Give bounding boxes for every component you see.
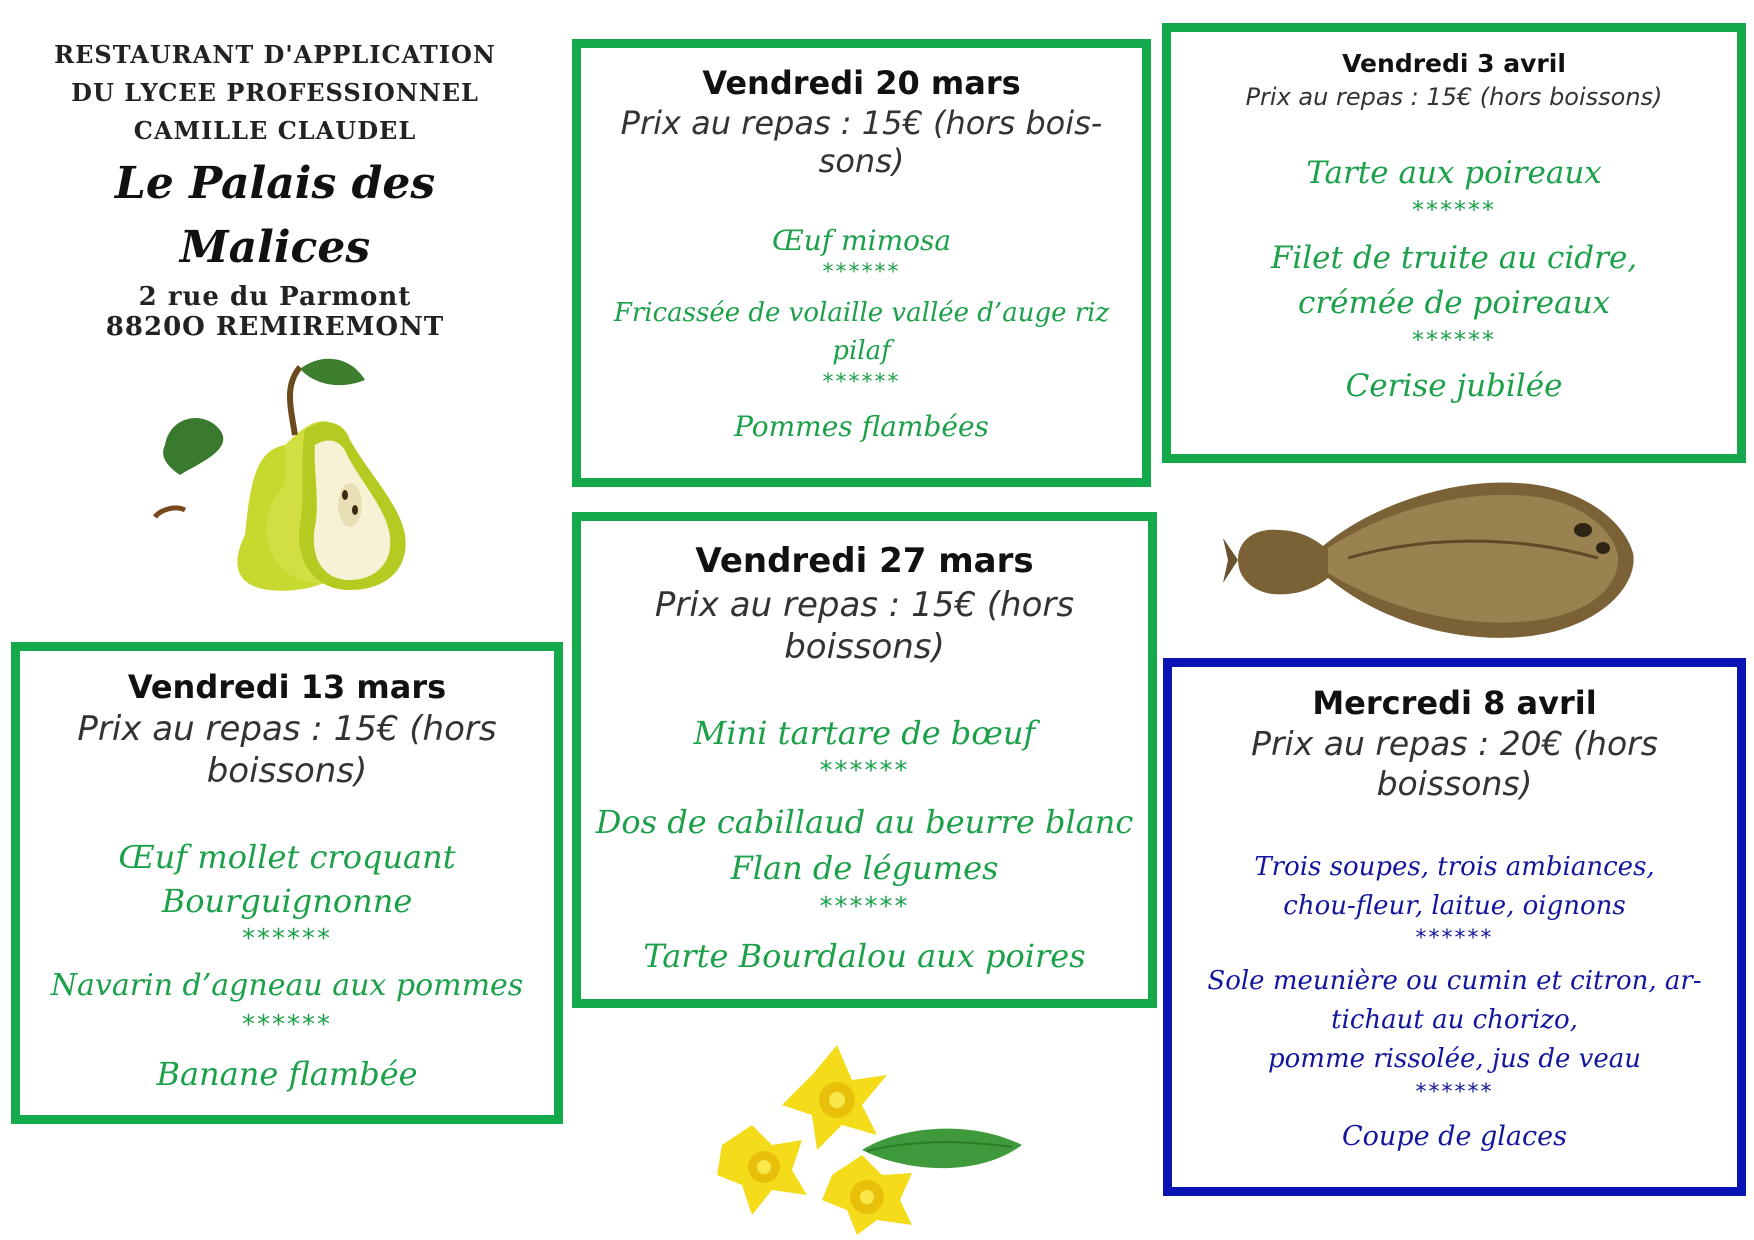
header-line-1: RESTAURANT D'APPLICATION xyxy=(54,40,496,69)
menu-item-dessert: Pommes flambées xyxy=(734,410,989,443)
menu-item-starter: Trois soupes, trois ambiances, xyxy=(1254,852,1655,882)
menu-separator: ****** xyxy=(1412,326,1496,354)
menu-separator: ****** xyxy=(1415,1080,1494,1105)
card-date: Vendredi 3 avril xyxy=(1342,49,1566,78)
card-price: Prix au repas : 15€ (hors bois- xyxy=(620,104,1103,142)
menu-item-starter: Œuf mimosa xyxy=(771,224,952,257)
menu-card-13-mars xyxy=(11,642,563,1124)
card-price: Prix au repas : 15€ (hors boissons) xyxy=(1245,83,1663,111)
menu-item-main: Sole meunière ou cumin et citron, ar- xyxy=(1207,966,1702,996)
menu-item-main: Fricassée de volaille vallée d’auge riz xyxy=(613,298,1110,328)
menu-separator: ****** xyxy=(822,370,901,395)
menu-separator: ****** xyxy=(242,1010,332,1040)
menu-separator: ****** xyxy=(1415,926,1494,951)
header-line-3: CAMILLE CLAUDEL xyxy=(133,116,417,145)
address-street: 2 rue du Parmont xyxy=(138,282,412,312)
card-price-cont: boissons) xyxy=(1376,764,1533,803)
menu-item-side: Flan de légumes xyxy=(730,849,999,887)
card-date: Vendredi 27 mars xyxy=(695,541,1034,581)
menu-item-main-cont: crémée de poireaux xyxy=(1297,285,1611,321)
daffodil-image xyxy=(712,1035,1062,1235)
menu-item-dessert: Cerise jubilée xyxy=(1345,368,1563,404)
menu-item-starter: Œuf mollet croquant xyxy=(118,838,456,876)
menu-separator: ****** xyxy=(242,924,332,954)
header-line-2: DU LYCEE PROFESSIONNEL xyxy=(71,78,479,107)
card-price-cont: boissons) xyxy=(784,627,945,667)
menu-item-main: Filet de truite au cidre, xyxy=(1270,240,1638,276)
card-date: Vendredi 20 mars xyxy=(702,64,1021,102)
restaurant-name: Le Palais des Malices xyxy=(114,158,436,273)
restaurant-header xyxy=(15,36,535,342)
menu-item-main: Dos de cabillaud au beurre blanc xyxy=(595,803,1134,841)
menu-card-3-avril xyxy=(1162,23,1746,463)
address-city: 8820O REMIREMONT xyxy=(105,312,445,342)
fish-image xyxy=(1218,468,1648,653)
card-price-cont: sons) xyxy=(818,142,905,180)
menu-separator: ****** xyxy=(819,756,910,786)
menu-item-dessert: Banane flambée xyxy=(156,1055,418,1093)
card-price-cont: boissons) xyxy=(206,751,368,791)
pear-image xyxy=(135,355,465,595)
menu-card-20-mars xyxy=(572,39,1151,487)
menu-item-dessert: Coupe de glaces xyxy=(1342,1121,1567,1152)
card-date: Vendredi 13 mars xyxy=(127,668,447,706)
menu-separator: ****** xyxy=(1412,196,1496,224)
card-date: Mercredi 8 avril xyxy=(1312,684,1597,722)
menu-item-main-cont: tichaut au chorizo, xyxy=(1331,1005,1578,1035)
menu-item-dessert: Tarte Bourdalou aux poires xyxy=(643,937,1086,975)
menu-item-main-cont: pilaf xyxy=(832,336,891,366)
menu-item-starter: Tarte aux poireaux xyxy=(1306,155,1602,191)
menu-item-starter: Mini tartare de bœuf xyxy=(693,714,1036,752)
card-price: Prix au repas : 15€ (hors xyxy=(77,709,497,749)
menu-card-27-mars xyxy=(572,512,1157,1008)
card-price: Prix au repas : 20€ (hors xyxy=(1251,724,1658,763)
menu-item-main-side: pomme rissolée, jus de veau xyxy=(1268,1044,1641,1074)
menu-item-starter-cont: Bourguignonne xyxy=(161,882,413,920)
card-price: Prix au repas : 15€ (hors xyxy=(654,585,1075,625)
menu-item-main: Navarin d’agneau aux pommes xyxy=(50,968,524,1003)
menu-separator: ****** xyxy=(822,260,901,285)
menu-item-starter-cont: chou-fleur, laitue, oignons xyxy=(1283,891,1626,921)
menu-card-8-avril xyxy=(1163,658,1746,1196)
menu-separator: ****** xyxy=(819,892,910,922)
